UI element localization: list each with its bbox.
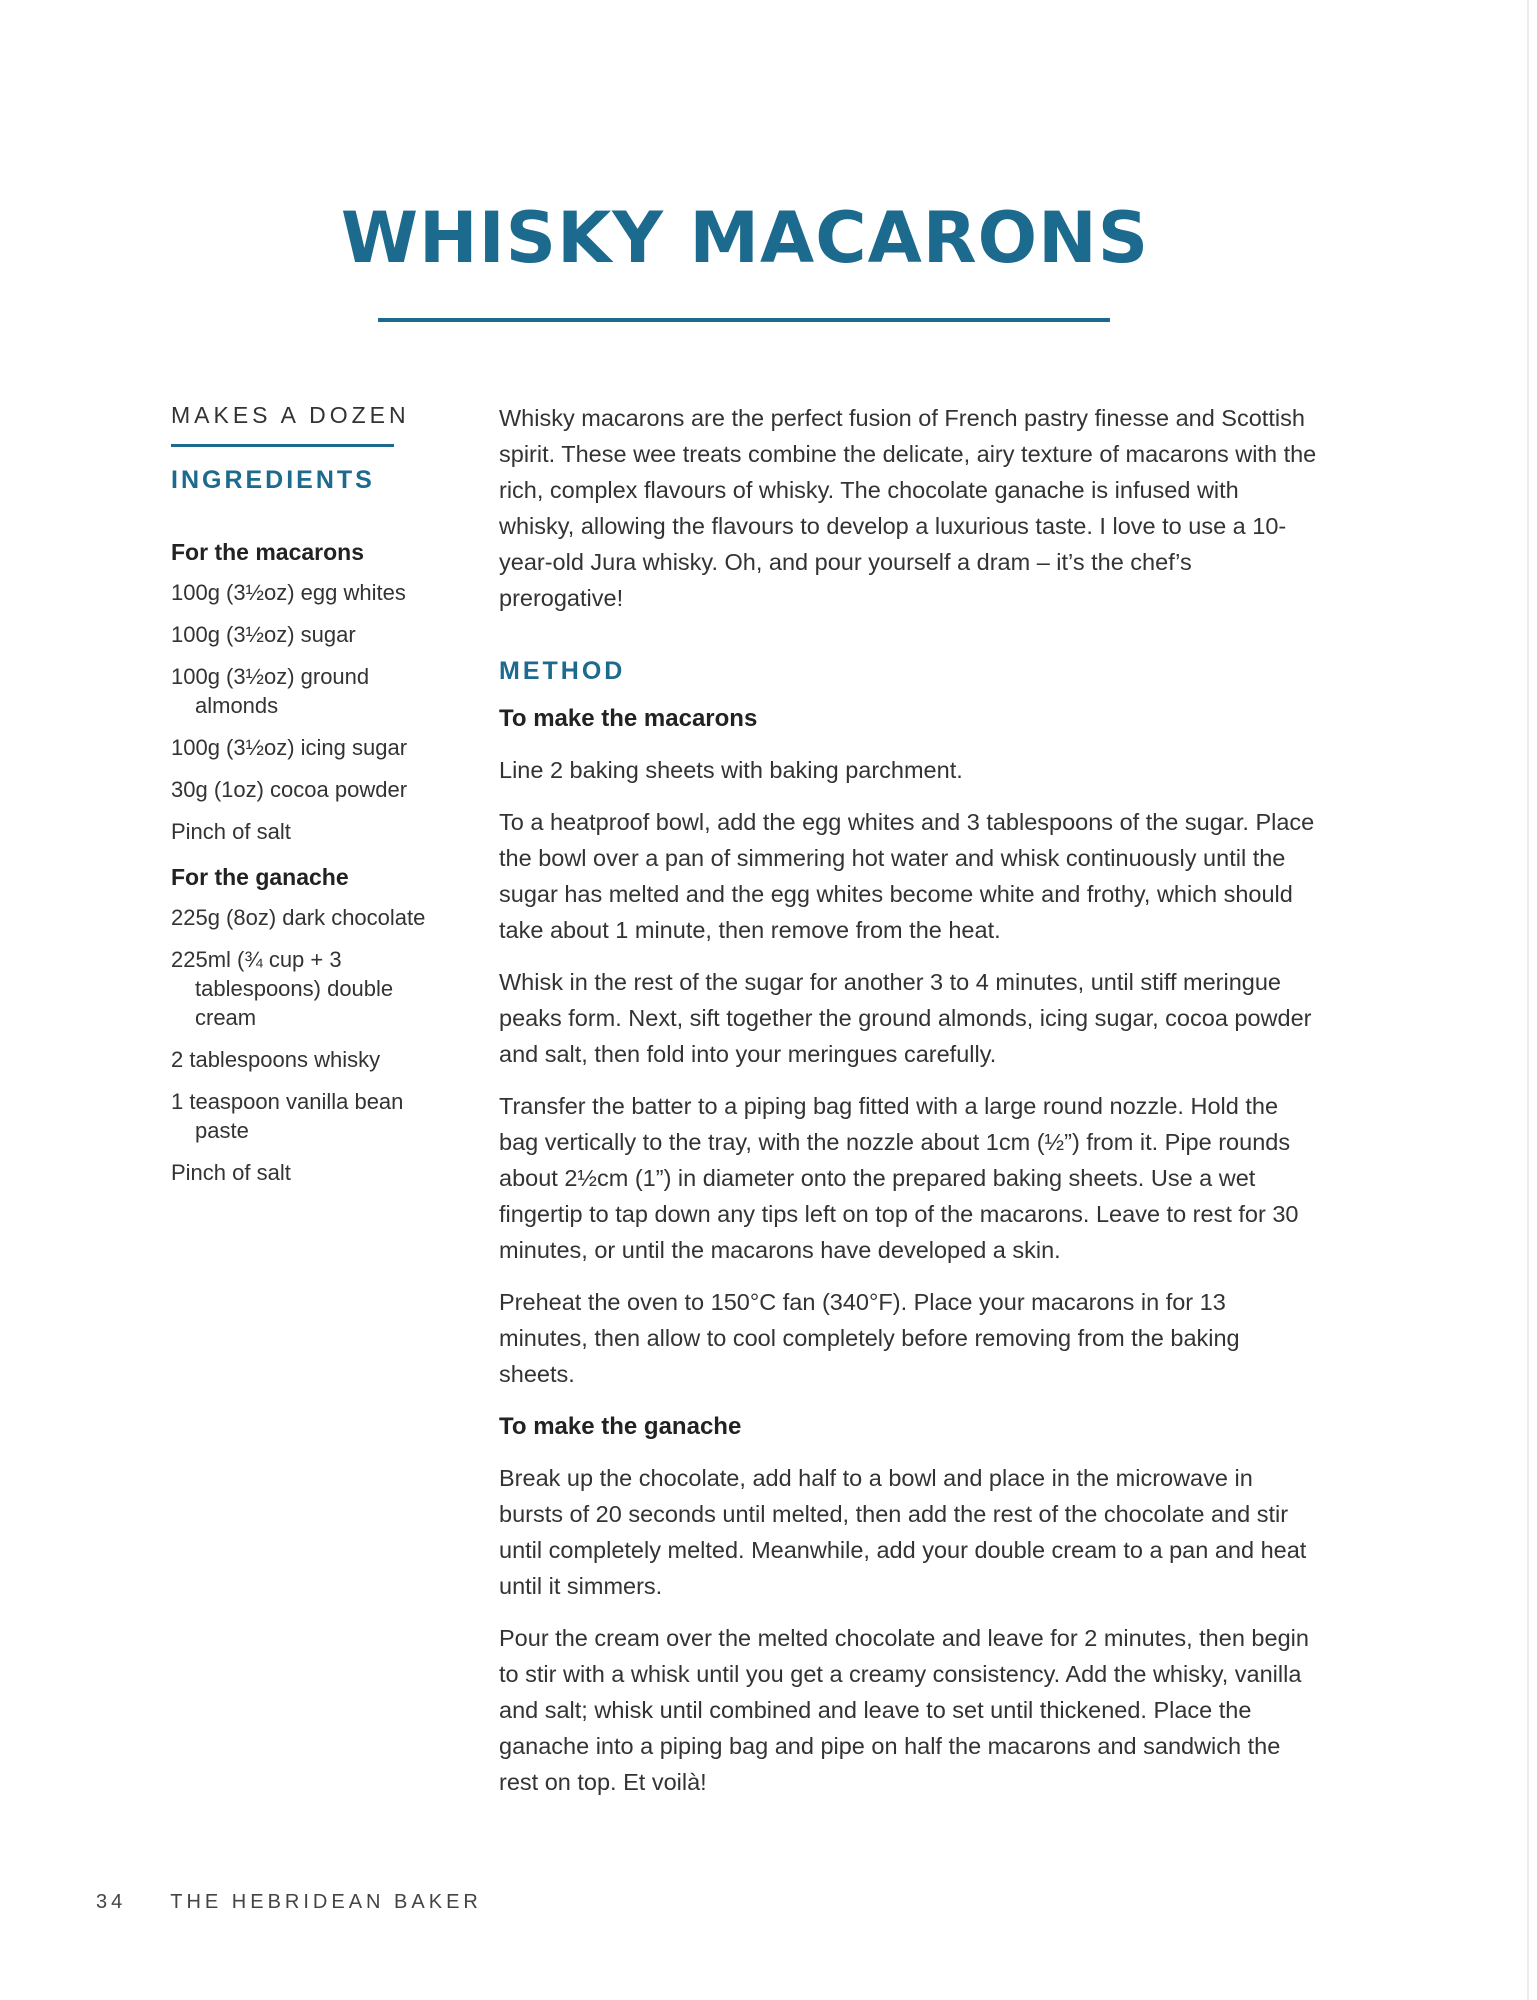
- ingredient-item: Pinch of salt: [171, 819, 291, 844]
- ingredient-item: Pinch of salt: [171, 1160, 291, 1185]
- method-step: Break up the chocolate, add half to a bowl and place in the microwave in bursts of 20 seconds until melted, then add the rest of the chocolate and stir until completely melted. Meanwhile, add your double cream to a pan and heat until it simmers.: [499, 1465, 1307, 1599]
- yield-label: MAKES A DOZEN: [171, 402, 410, 428]
- ingredients-heading: INGREDIENTS: [171, 466, 375, 494]
- method-heading: METHOD: [499, 657, 626, 685]
- page-footer: [96, 1891, 482, 1914]
- ingredient-item: 225ml (¾ cup + 3 tablespoons) double cream: [171, 947, 394, 1030]
- intro-paragraph: Whisky macarons are the perfect fusion of French pastry finesse and Scottish spirit. These wee treats combine the delicate, airy texture of macarons with the rich, complex flavours of whisky. The chocolate ganache is infused with whisky, allowing the flavours to develop a luxurious taste. I love to use a 10-year-old Jura whisky. Oh, and pour yourself a dram – it’s the chef’s prerogative!: [499, 405, 1317, 611]
- page-edge-line: [1527, 0, 1529, 2000]
- ingredient-item: 100g (3½oz) sugar: [171, 622, 356, 647]
- ingredient-item: 100g (3½oz) icing sugar: [171, 735, 408, 760]
- method-step: Whisk in the rest of the sugar for another 3 to 4 minutes, until stiff meringue peaks form. Next, sift together the ground almonds, icing sugar, cocoa powder and salt, then fold into your meringues carefully.: [499, 969, 1312, 1067]
- method-step: Pour the cream over the melted chocolate and leave for 2 minutes, then begin to stir with a whisk until you get a creamy consistency. Add the whisky, vanilla and salt; whisk until combined and leave to set until thickened. Place the ganache into a piping bag and pipe on half the macarons and sandwich the rest on top. Et voilà!: [499, 1625, 1309, 1795]
- ingredient-item: 1 teaspoon vanilla bean paste: [171, 1089, 404, 1143]
- ingredient-item: 100g (3½oz) egg whites: [171, 580, 406, 605]
- ingredient-item: 2 tablespoons whisky: [171, 1047, 381, 1072]
- recipe-title: WHISKY MACARONS: [340, 197, 1150, 279]
- yield-divider: [171, 444, 394, 447]
- macaron-ingredients-list: [171, 578, 461, 846]
- ingredient-group-label: For the macarons: [171, 539, 364, 565]
- method-step: Preheat the oven to 150°C fan (340°F). Place your macarons in for 13 minutes, then allow to cool completely before removing from the baking sheets.: [499, 1289, 1240, 1387]
- ingredient-item: 30g (1oz) cocoa powder: [171, 777, 408, 802]
- method-step: Line 2 baking sheets with baking parchment.: [499, 757, 963, 783]
- book-title: THE HEBRIDEAN BAKER: [170, 1891, 482, 1913]
- ingredient-item: 225g (8oz) dark chocolate: [171, 905, 426, 930]
- method-section-label: To make the ganache: [499, 1413, 742, 1440]
- page-number: 34: [96, 1891, 127, 1913]
- ganache-ingredients-list: [171, 903, 461, 1187]
- ingredient-item: 100g (3½oz) ground almonds: [171, 664, 370, 718]
- title-underline: [378, 318, 1110, 322]
- method-column: [499, 400, 1319, 1800]
- method-section-label: To make the macarons: [499, 705, 758, 732]
- ingredient-group-label: For the ganache: [171, 864, 349, 890]
- method-step: Transfer the batter to a piping bag fitted with a large round nozzle. Hold the bag vertically to the tray, with the nozzle about 1cm (½”) from it. Pipe rounds about 2½cm (1”) in diameter onto the prepared baking sheets. Use a wet fingertip to tap down any tips left on top of the macarons. Leave to rest for 30 minutes, or until the macarons have developed a skin.: [499, 1093, 1299, 1263]
- ingredients-column: [171, 398, 461, 1187]
- method-step: To a heatproof bowl, add the egg whites and 3 tablespoons of the sugar. Place the bowl over a pan of simmering hot water and whisk continuously until the sugar has melted and the egg whites become white and frothy, which should take about 1 minute, then remove from the heat.: [499, 809, 1315, 943]
